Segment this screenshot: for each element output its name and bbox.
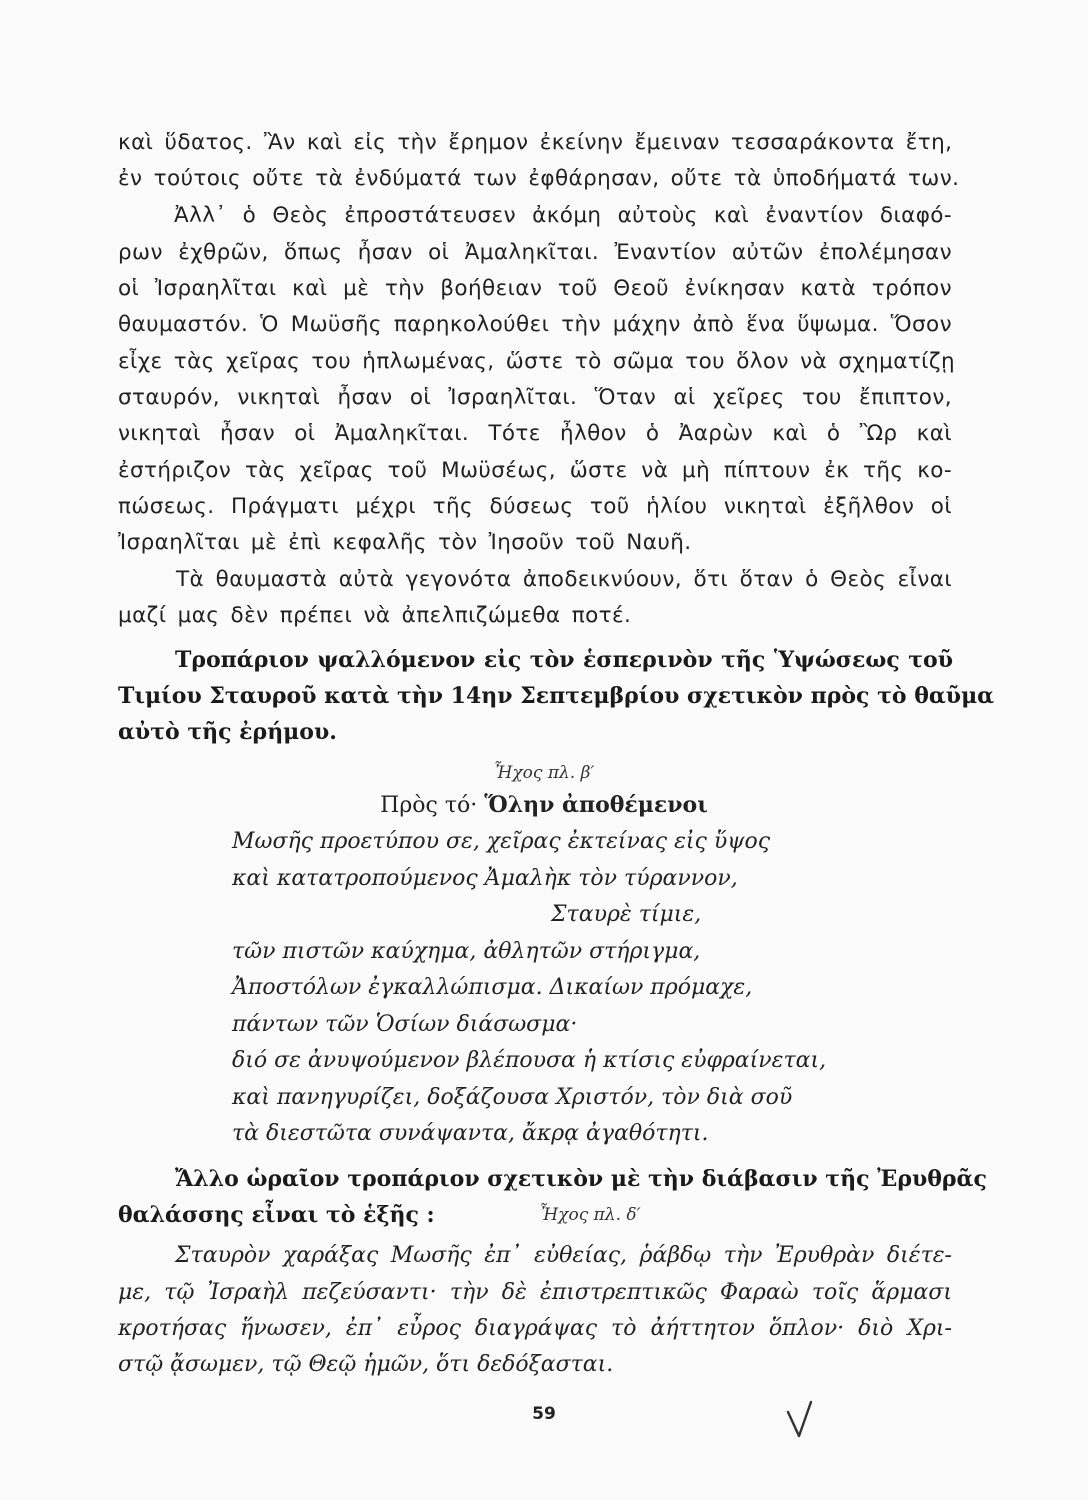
hymn-mode: Ἦχος πλ. β′ xyxy=(493,763,595,783)
hymn-line: καὶ κατατροπούμενος Ἀμαλὴκ τὸν τύραννον, xyxy=(232,866,738,891)
hymn-line: διό σε ἀνυψούμενον βλέπουσα ἡ κτίσις εὐφραίνεται, xyxy=(232,1048,827,1073)
heading-line: θαλάσσης εἶναι τὸ ἑξῆς : xyxy=(118,1202,435,1228)
model-title: Ὅλην ἀποθέμενοι xyxy=(484,792,708,818)
text-line: νικηταὶ ἦσαν οἱ Ἀμαληκῖται. Τότε ἦλθον ὁ Ἀαρὼν καὶ ὁ Ὢρ καὶ xyxy=(118,421,952,446)
text-line: εἶχε τὰς χεῖρας του ἡπλωμένας, ὥστε τὸ σῶμα του ὅλον νὰ σχηματίζῃ xyxy=(118,349,955,374)
hymn-line: κροτήσας ἥνωσεν, ἐπ᾽ εὖρος διαγράψας τὸ ἀήττητον ὅπλον· διὸ Χρι- xyxy=(118,1316,952,1341)
hymn-line: πάντων τῶν Ὁσίων διάσωσμα· xyxy=(232,1012,578,1037)
text-line: Ἀλλ᾽ ὁ Θεὸς ἐπροστάτευσεν ἀκόμη αὐτοὺς καὶ ἐναντίον διαφό- xyxy=(174,203,952,228)
text-line: ἐν τούτοις οὔτε τὰ ἐνδύματά των ἐφθάρησαν, οὔτε τὰ ὑποδήματά των. xyxy=(118,166,960,191)
check-mark-icon xyxy=(780,1398,820,1442)
hymn-line: καὶ πανηγυρίζει, δοξάζουσα Χριστόν, τὸν διὰ σοῦ xyxy=(232,1085,793,1110)
heading-line: αὐτὸ τῆς ἐρήμου. xyxy=(118,719,337,745)
hymn-mode: Ἦχος πλ. δ′ xyxy=(539,1205,641,1225)
hymn-line: Ἀποστόλων ἐγκαλλώπισμα. Δικαίων πρόμαχε, xyxy=(232,975,753,1000)
hymn-line: Σταυρὸν χαράξας Μωσῆς ἐπ᾽ εὐθείας, ῥάβδῳ τὴν Ἐρυθρὰν διέτε- xyxy=(175,1243,952,1268)
text-line: πώσεως. Πράγματι μέχρι τῆς δύσεως τοῦ ἡλίου νικηταὶ ἐξῆλθον οἱ xyxy=(118,494,952,519)
text-line: θαυμαστόν. Ὁ Μωϋσῆς παρηκολούθει τὴν μάχην ἀπὸ ἕνα ὕψωμα. Ὅσον xyxy=(118,312,952,337)
hymn-line: με, τῷ Ἰσραὴλ πεζεύσαντι· τὴν δὲ ἐπιστρεπτικῶς Φαραὼ τοῖς ἅρμασι xyxy=(118,1280,952,1305)
page-number: 59 xyxy=(532,1404,556,1424)
hymn-line: τὰ διεστῶτα συνάψαντα, ἄκρᾳ ἀγαθότητι. xyxy=(232,1121,709,1146)
heading-line: Ἄλλο ὡραῖον τροπάριον σχετικὸν μὲ τὴν διάβασιν τῆς Ἐρυθρᾶς xyxy=(175,1166,987,1192)
hymn-line: Σταυρὲ τίμιε, xyxy=(551,902,702,927)
text-line: ρων ἐχθρῶν, ὅπως ἦσαν οἱ Ἀμαληκῖται. Ἐναντίον αὐτῶν ἐπολέμησαν xyxy=(118,240,952,265)
hymn-line: τῶν πιστῶν καύχημα, ἀθλητῶν στήριγμα, xyxy=(232,939,701,964)
heading-line: Τιμίου Σταυροῦ κατὰ τὴν 14ην Σεπτεμβρίου σχετικὸν πρὸς τὸ θαῦμα xyxy=(118,683,995,709)
text-line: σταυρόν, νικηταὶ ἦσαν οἱ Ἰσραηλῖται. Ὅταν αἱ χεῖρες του ἔπιπτον, xyxy=(118,385,952,410)
heading-line: Τροπάριον ψαλλόμενον εἰς τὸν ἑσπερινὸν τῆς Ὑψώσεως τοῦ xyxy=(175,647,953,673)
hymn-line: στῷ ᾄσωμεν, τῷ Θεῷ ἡμῶν, ὅτι δεδόξασται. xyxy=(118,1352,614,1377)
text-line: ἐστήριζον τὰς χεῖρας τοῦ Μωϋσέως, ὥστε νὰ μὴ πίπτουν ἐκ τῆς κο- xyxy=(118,458,952,483)
text-line: καὶ ὕδατος. Ἂν καὶ εἰς τὴν ἔρημον ἐκείνην ἔμειναν τεσσαράκοντα ἔτη, xyxy=(118,130,953,155)
hymn-line: Μωσῆς προετύπου σε, χεῖρας ἐκτείνας εἰς ὕψος xyxy=(232,829,771,854)
model-prefix: Πρὸς τό· xyxy=(380,793,478,818)
text-line: Ἰσραηλῖται μὲ ἐπὶ κεφαλῆς τὸν Ἰησοῦν τοῦ Ναυῆ. xyxy=(118,530,692,555)
text-line: μαζί μας δὲν πρέπει νὰ ἀπελπιζώμεθα ποτέ. xyxy=(118,603,632,628)
text-line: οἱ Ἰσραηλῖται καὶ μὲ τὴν βοήθειαν τοῦ Θεοῦ ἐνίκησαν κατὰ τρόπον xyxy=(118,276,952,301)
text-line: Τὰ θαυμαστὰ αὐτὰ γεγονότα ἀποδεικνύουν, ὅτι ὅταν ὁ Θεὸς εἶναι xyxy=(176,567,952,592)
hymn-model-line xyxy=(0,794,1088,817)
